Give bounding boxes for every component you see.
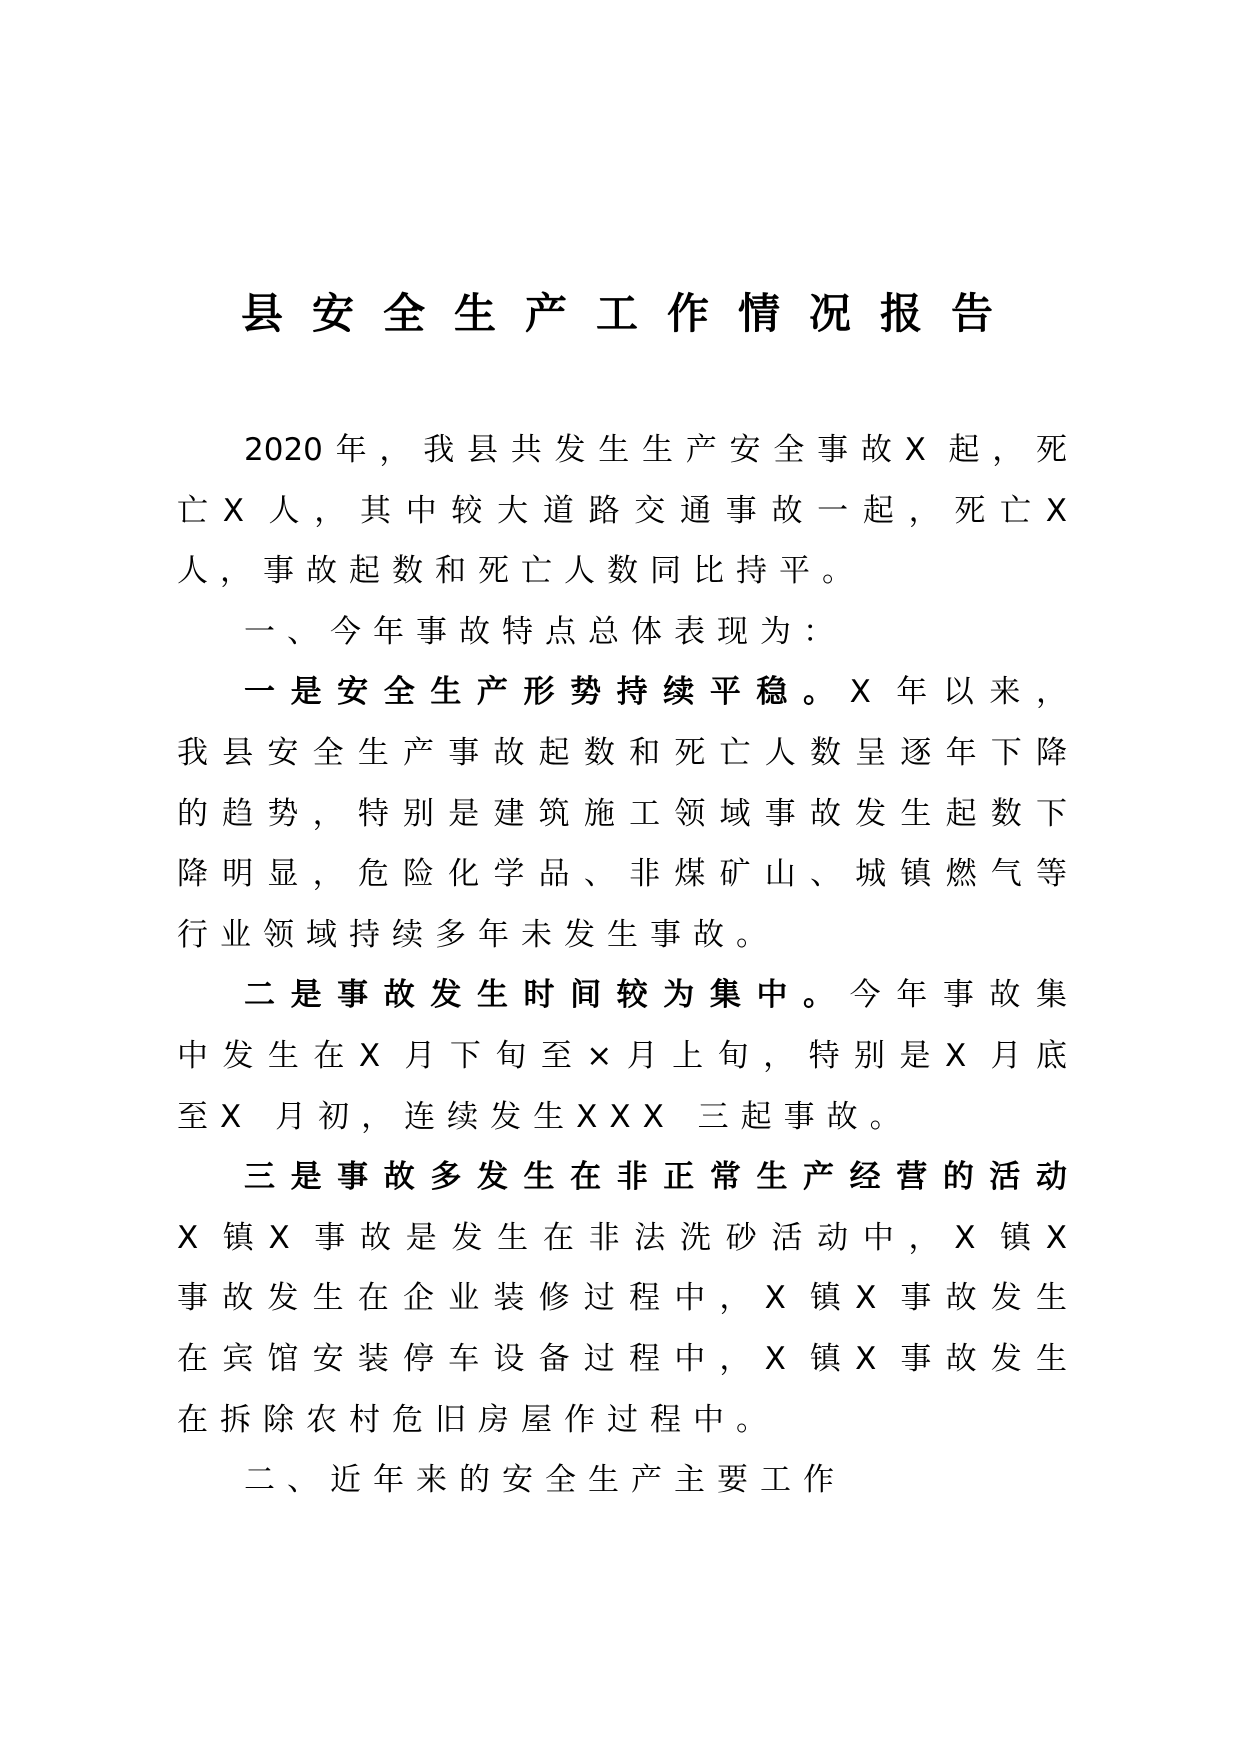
text-line	[177, 1208, 1067, 1269]
paragraph	[177, 1450, 1067, 1511]
document-body	[177, 420, 1067, 1511]
body-text: 我县安全生产事故起数和死亡人数呈逐年下降	[177, 734, 1067, 771]
text-line	[177, 1450, 1067, 1511]
text-line	[177, 602, 1067, 663]
paragraph	[177, 420, 1067, 602]
body-text: 事故发生在企业装修过程中，X 镇X 事故发生	[177, 1280, 1067, 1317]
paragraph	[177, 965, 1067, 1147]
body-text: 中发生在X 月下旬至×月上旬，特别是X 月底	[177, 1037, 1067, 1074]
body-text: 在拆除农村危旧房屋作过程中。	[177, 1401, 779, 1438]
text-line	[177, 1147, 1067, 1208]
body-text: 至X 月初，连续发生XXX 三起事故。	[177, 1098, 913, 1135]
text-line	[177, 965, 1067, 1026]
text-line	[177, 662, 1067, 723]
bold-heading-text: 一是安全生产形势持续平稳。	[244, 674, 850, 711]
text-line	[177, 541, 1067, 602]
body-text: 行业领域持续多年未发生事故。	[177, 916, 779, 953]
text-line	[177, 784, 1067, 845]
text-line	[177, 420, 1067, 481]
body-text: X 年以来，	[849, 674, 1067, 711]
body-text: 2020年，我县共发生生产安全事故X 起，死	[244, 432, 1067, 468]
paragraph	[177, 662, 1067, 965]
paragraph	[177, 602, 1067, 663]
text-line	[177, 1268, 1067, 1329]
paragraph	[177, 1147, 1067, 1450]
body-text: 二、近年来的安全生产主要工作	[244, 1462, 846, 1499]
text-line	[177, 1329, 1067, 1390]
text-line	[177, 723, 1067, 784]
body-text: 在宾馆安装停车设备过程中，X 镇X 事故发生	[177, 1340, 1067, 1377]
bold-heading-text: 二是事故发生时间较为集中。	[244, 977, 850, 1014]
body-text: 降明显，危险化学品、非煤矿山、城镇燃气等	[177, 856, 1067, 893]
text-line	[177, 844, 1067, 905]
text-line	[177, 905, 1067, 966]
text-line	[177, 1390, 1067, 1451]
text-line	[177, 1087, 1067, 1148]
body-text: 的趋势，特别是建筑施工领域事故发生起数下	[177, 795, 1067, 832]
text-line	[177, 481, 1067, 542]
body-text: 今年事故集	[849, 977, 1068, 1014]
document-title: 县安全生产工作情况报告	[240, 289, 1022, 338]
body-text: 亡X 人，其中较大道路交通事故一起，死亡X	[177, 492, 1067, 529]
text-line	[177, 1026, 1067, 1087]
bold-heading-text: 三是事故多发生在非正常生产经营的活动	[244, 1159, 1067, 1196]
body-text: X 镇X 事故是发生在非法洗砂活动中，X 镇X	[177, 1219, 1067, 1256]
body-text: 人，事故起数和死亡人数同比持平。	[177, 553, 865, 590]
body-text: 一、今年事故特点总体表现为：	[244, 613, 846, 650]
